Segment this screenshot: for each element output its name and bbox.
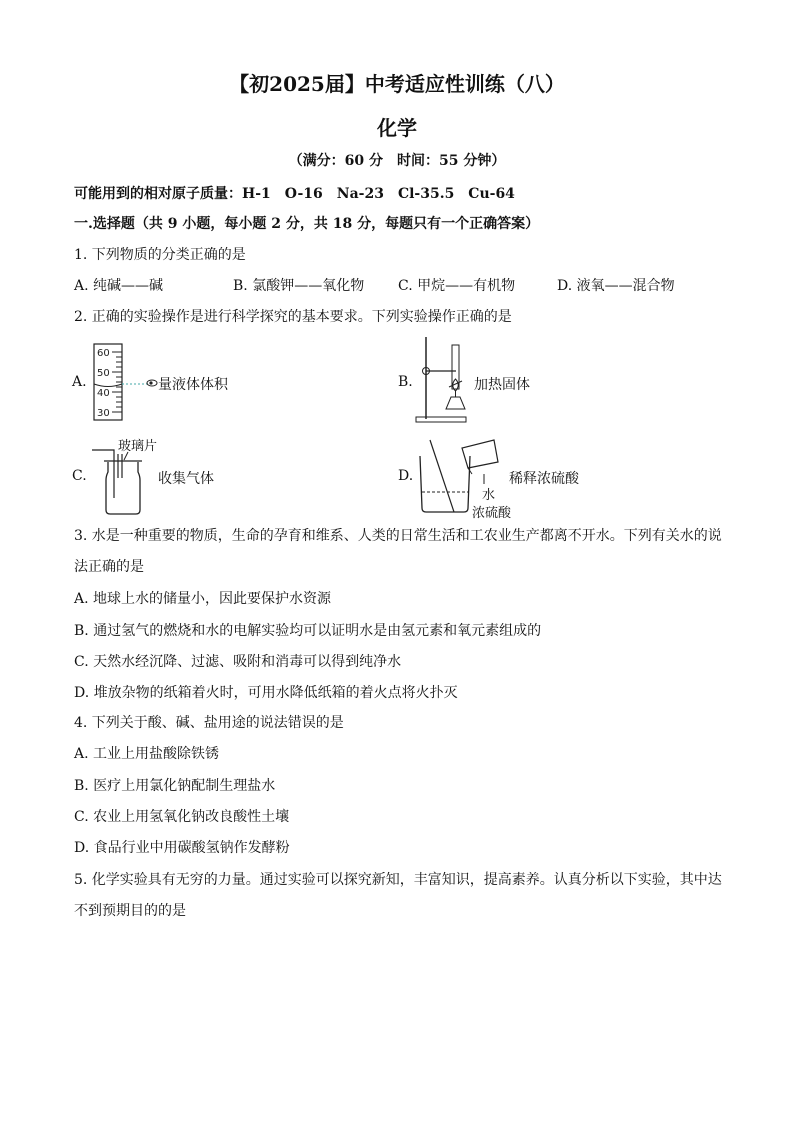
eye-icon xyxy=(146,377,158,389)
q2-option-d-letter: D. xyxy=(398,468,414,484)
q4-option-c: C. 农业上用氢氧化钠改良酸性土壤 xyxy=(74,809,290,825)
question-3-stem-line2: 法正确的是 xyxy=(74,559,144,575)
q2-option-c-caption: 收集气体 xyxy=(158,471,214,487)
q4-option-b: B. 医疗上用氯化钠配制生理盐水 xyxy=(74,778,276,794)
exam-title: 【初2025届】中考适应性训练（八） xyxy=(229,72,565,96)
question-5-stem-line2: 不到预期目的的是 xyxy=(74,903,186,919)
question-4-stem: 4. 下列关于酸、碱、盐用途的说法错误的是 xyxy=(74,715,344,731)
q2-option-b-letter: B. xyxy=(398,374,413,390)
question-1-stem: 1. 下列物质的分类正确的是 xyxy=(74,247,246,263)
q3-option-d: D. 堆放杂物的纸箱着火时，可用水降低纸箱的着火点将火扑灭 xyxy=(74,685,458,701)
exam-meta: （满分：60 分 时间：55 分钟） xyxy=(288,153,506,169)
q2-option-d-caption: 稀释浓硫酸 xyxy=(509,471,579,487)
q4-option-d: D. 食品行业中用碳酸氢钠作发酵粉 xyxy=(74,840,290,856)
tick-label: 60 xyxy=(97,348,110,359)
q2-option-c-letter: C. xyxy=(72,468,87,484)
q1-option-b: B. 氯酸钾——氧化物 xyxy=(233,278,365,294)
q3-option-b: B. 通过氢气的燃烧和水的电解实验均可以证明水是由氢元素和氧元素组成的 xyxy=(74,623,542,639)
q2-option-b-caption: 加热固体 xyxy=(474,377,530,393)
q1-option-a: A. 纯碱——碱 xyxy=(74,278,164,294)
subject-title: 化学 xyxy=(377,116,417,140)
q4-option-a: A. 工业上用盐酸除铁锈 xyxy=(74,746,220,762)
q2-option-d-label-water: 水 xyxy=(482,488,496,503)
q2-option-d-label-acid: 浓硫酸 xyxy=(472,506,512,521)
tick-label: 50 xyxy=(97,368,110,379)
q2-option-a-letter: A. xyxy=(72,374,87,390)
tick-label: 30 xyxy=(97,408,110,419)
q1-option-d: D. 液氧——混合物 xyxy=(557,278,675,294)
q3-option-c: C. 天然水经沉降、过滤、吸附和消毒可以得到纯净水 xyxy=(74,654,402,670)
q1-option-c: C. 甲烷——有机物 xyxy=(398,278,516,294)
q3-option-a: A. 地球上水的储量小，因此要保护水资源 xyxy=(74,591,332,607)
question-2-stem: 2. 正确的实验操作是进行科学探究的基本要求。下列实验操作正确的是 xyxy=(74,309,512,325)
q2-option-c-label: 玻璃片 xyxy=(118,439,158,454)
atomic-masses: 可能用到的相对原子质量：H-1 O-16 Na-23 Cl-35.5 Cu-64 xyxy=(74,186,515,202)
section-heading: 一.选择题（共 9 小题，每小题 2 分，共 18 分，每题只有一个正确答案） xyxy=(74,216,540,232)
question-5-stem-line1: 5. 化学实验具有无穷的力量。通过实验可以探究新知，丰富知识，提高素养。认真分析以下实验，其中达 xyxy=(74,872,722,888)
heating-apparatus-figure xyxy=(412,333,472,425)
tick-label: 40 xyxy=(97,388,110,399)
q2-option-a-caption: 量液体体积 xyxy=(158,377,228,393)
gas-bottle-figure xyxy=(90,448,150,518)
question-3-stem-line1: 3. 水是一种重要的物质，生命的孕育和维系、人类的日常生活和工农业生产都离不开水。下列有关水的说 xyxy=(74,528,722,544)
